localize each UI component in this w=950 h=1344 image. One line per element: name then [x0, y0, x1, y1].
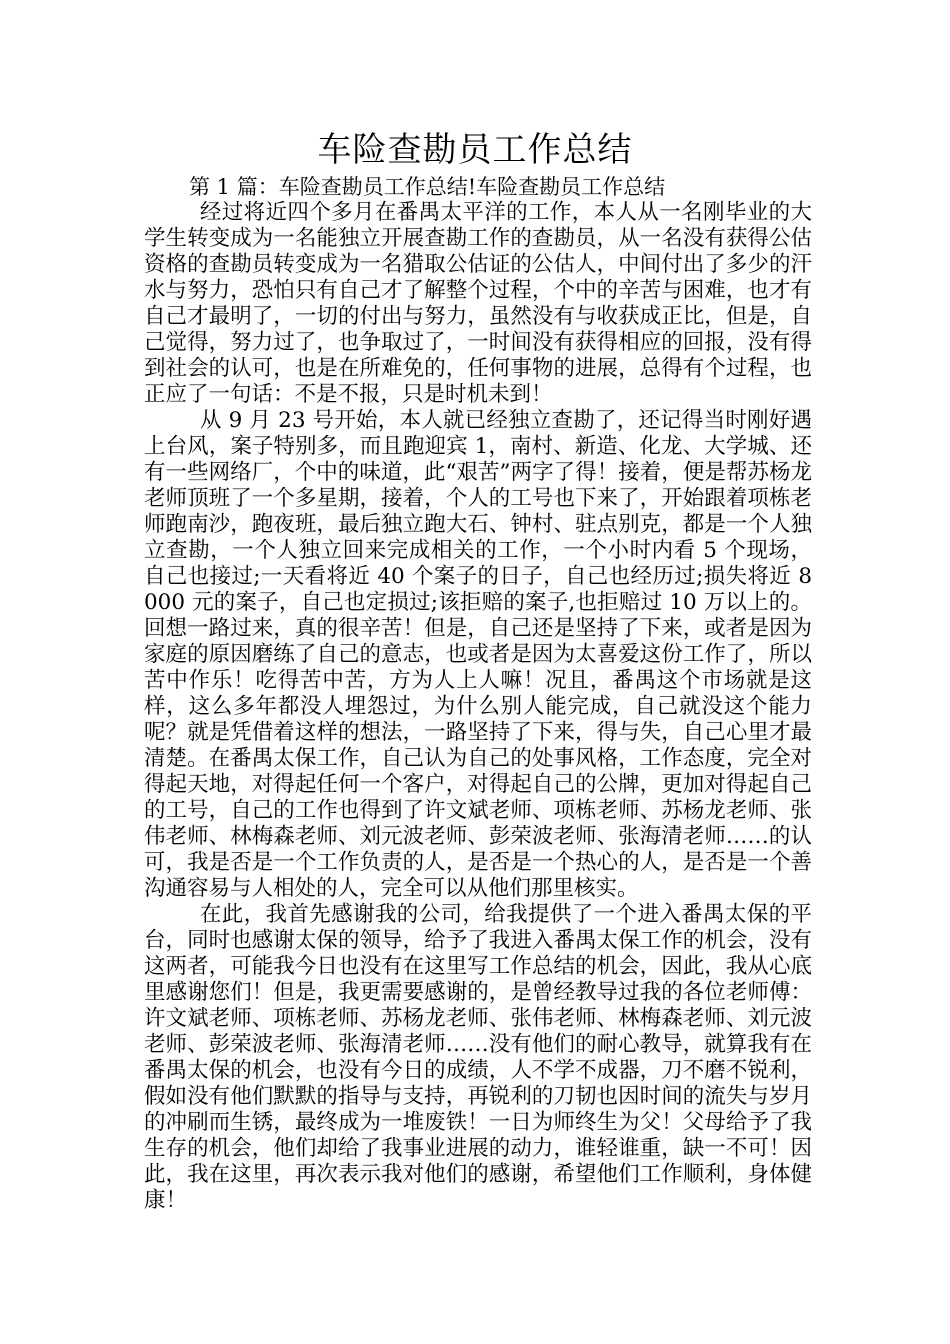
document-body — [144, 200, 812, 1214]
document-title: 车险查勘员工作总结 — [317, 130, 633, 170]
paragraph-3: 在此，我首先感谢我的公司，给我提供了一个进入番禺太保的平台，同时也感谢太保的领导，给予了我进入番禺太保工作的机会，没有这两者，可能我今日也没有在这里写工作总结的机会，因此，我从心底里感谢您们！但是，我更需要感谢的，是曾经教导过我的各位老师傅：许文斌老师、项栋老师、苏杨龙老师、张伟老师、林梅森老师、刘元波老师、彭荣波老师、张海清老师……没有他们的耐心教导，就算我有在番禺太保的机会，也没有今日的成绩，人不学不成器，刀不磨不锐利，假如没有他们默默的指导与支持，再锐利的刀韧也因时间的流失与岁月的冲刷而生锈，最终成为一堆废铁！一日为师终生为父！父母给予了我生存的机会，他们却给了我事业进展的动力，谁轻谁重，缺一不可！因此，我在这里，再次表示我对他们的感谢，希望他们工作顺利，身体健康！ — [144, 902, 812, 1213]
document-subtitle: 第 1 篇：车险查勘员工作总结!车险查勘员工作总结 — [189, 175, 666, 199]
paragraph-1: 经过将近四个多月在番禺太平洋的工作，本人从一名刚毕业的大学生转变成为一名能独立开展查勘工作的查勘员，从一名没有获得公估资格的查勘员转变成为一名猎取公估证的公估人，中间付出了多少的汗水与努力，恐怕只有自己才了解整个过程，个中的辛苦与困难，也才有自己才最明了，一切的付出与努力，虽然没有与收获成正比，但是，自己觉得，努力过了，也争取过了，一时间没有获得相应的回报，没有得到社会的认可，也是在所难免的，任何事物的进展，总得有个过程，也正应了一句话：不是不报，只是时机未到！ — [144, 200, 812, 407]
paragraph-2: 从 9 月 23 号开始，本人就已经独立查勘了，还记得当时刚好遇上台风，案子特别多，而且跑迎宾 1，南村、新造、化龙、大学城、还有一些网络厂，个中的味道，此“艰苦”两字了得！接着，便是帮苏杨龙老师顶班了一个多星期，接着，个人的工号也下来了，开始跟着项栋老师跑南沙，跑夜班，最后独立跑大石、钟村、驻点别克，都是一个人独立查勘，一个人独立回来完成相关的工作，一个小时内看 5 个现场，自己也接过;一天看将近 40 个案子的日子，自己也经历过;损失将近 8000 元的案子，自己也定损过;该拒赔的案子,也拒赔过 10 万以上的。回想一路过来，真的很辛苦！但是，自己还是坚持了下来，或者是因为家庭的原因磨练了自己的意志，也或者是因为太喜爱这份工作了，所以苦中作乐！吃得苦中苦，方为人上人嘛！况且，番禺这个市场就是这样，这么多年都没人埋怨过，为什么别人能完成，自己就没这个能力呢？就是凭借着这样的想法，一路坚持了下来，得与失，自己心里才最清楚。在番禺太保工作，自己认为自己的处事风格，工作态度，完全对得起天地，对得起任何一个客户，对得起自己的公牌，更加对得起自己的工号，自己的工作也得到了许文斌老师、项栋老师、苏杨龙老师、张伟老师、林梅森老师、刘元波老师、彭荣波老师、张海清老师……的认可，我是否是一个工作负责的人，是否是一个热心的人，是否是一个善沟通容易与人相处的人，完全可以从他们那里核实。 — [144, 408, 812, 901]
